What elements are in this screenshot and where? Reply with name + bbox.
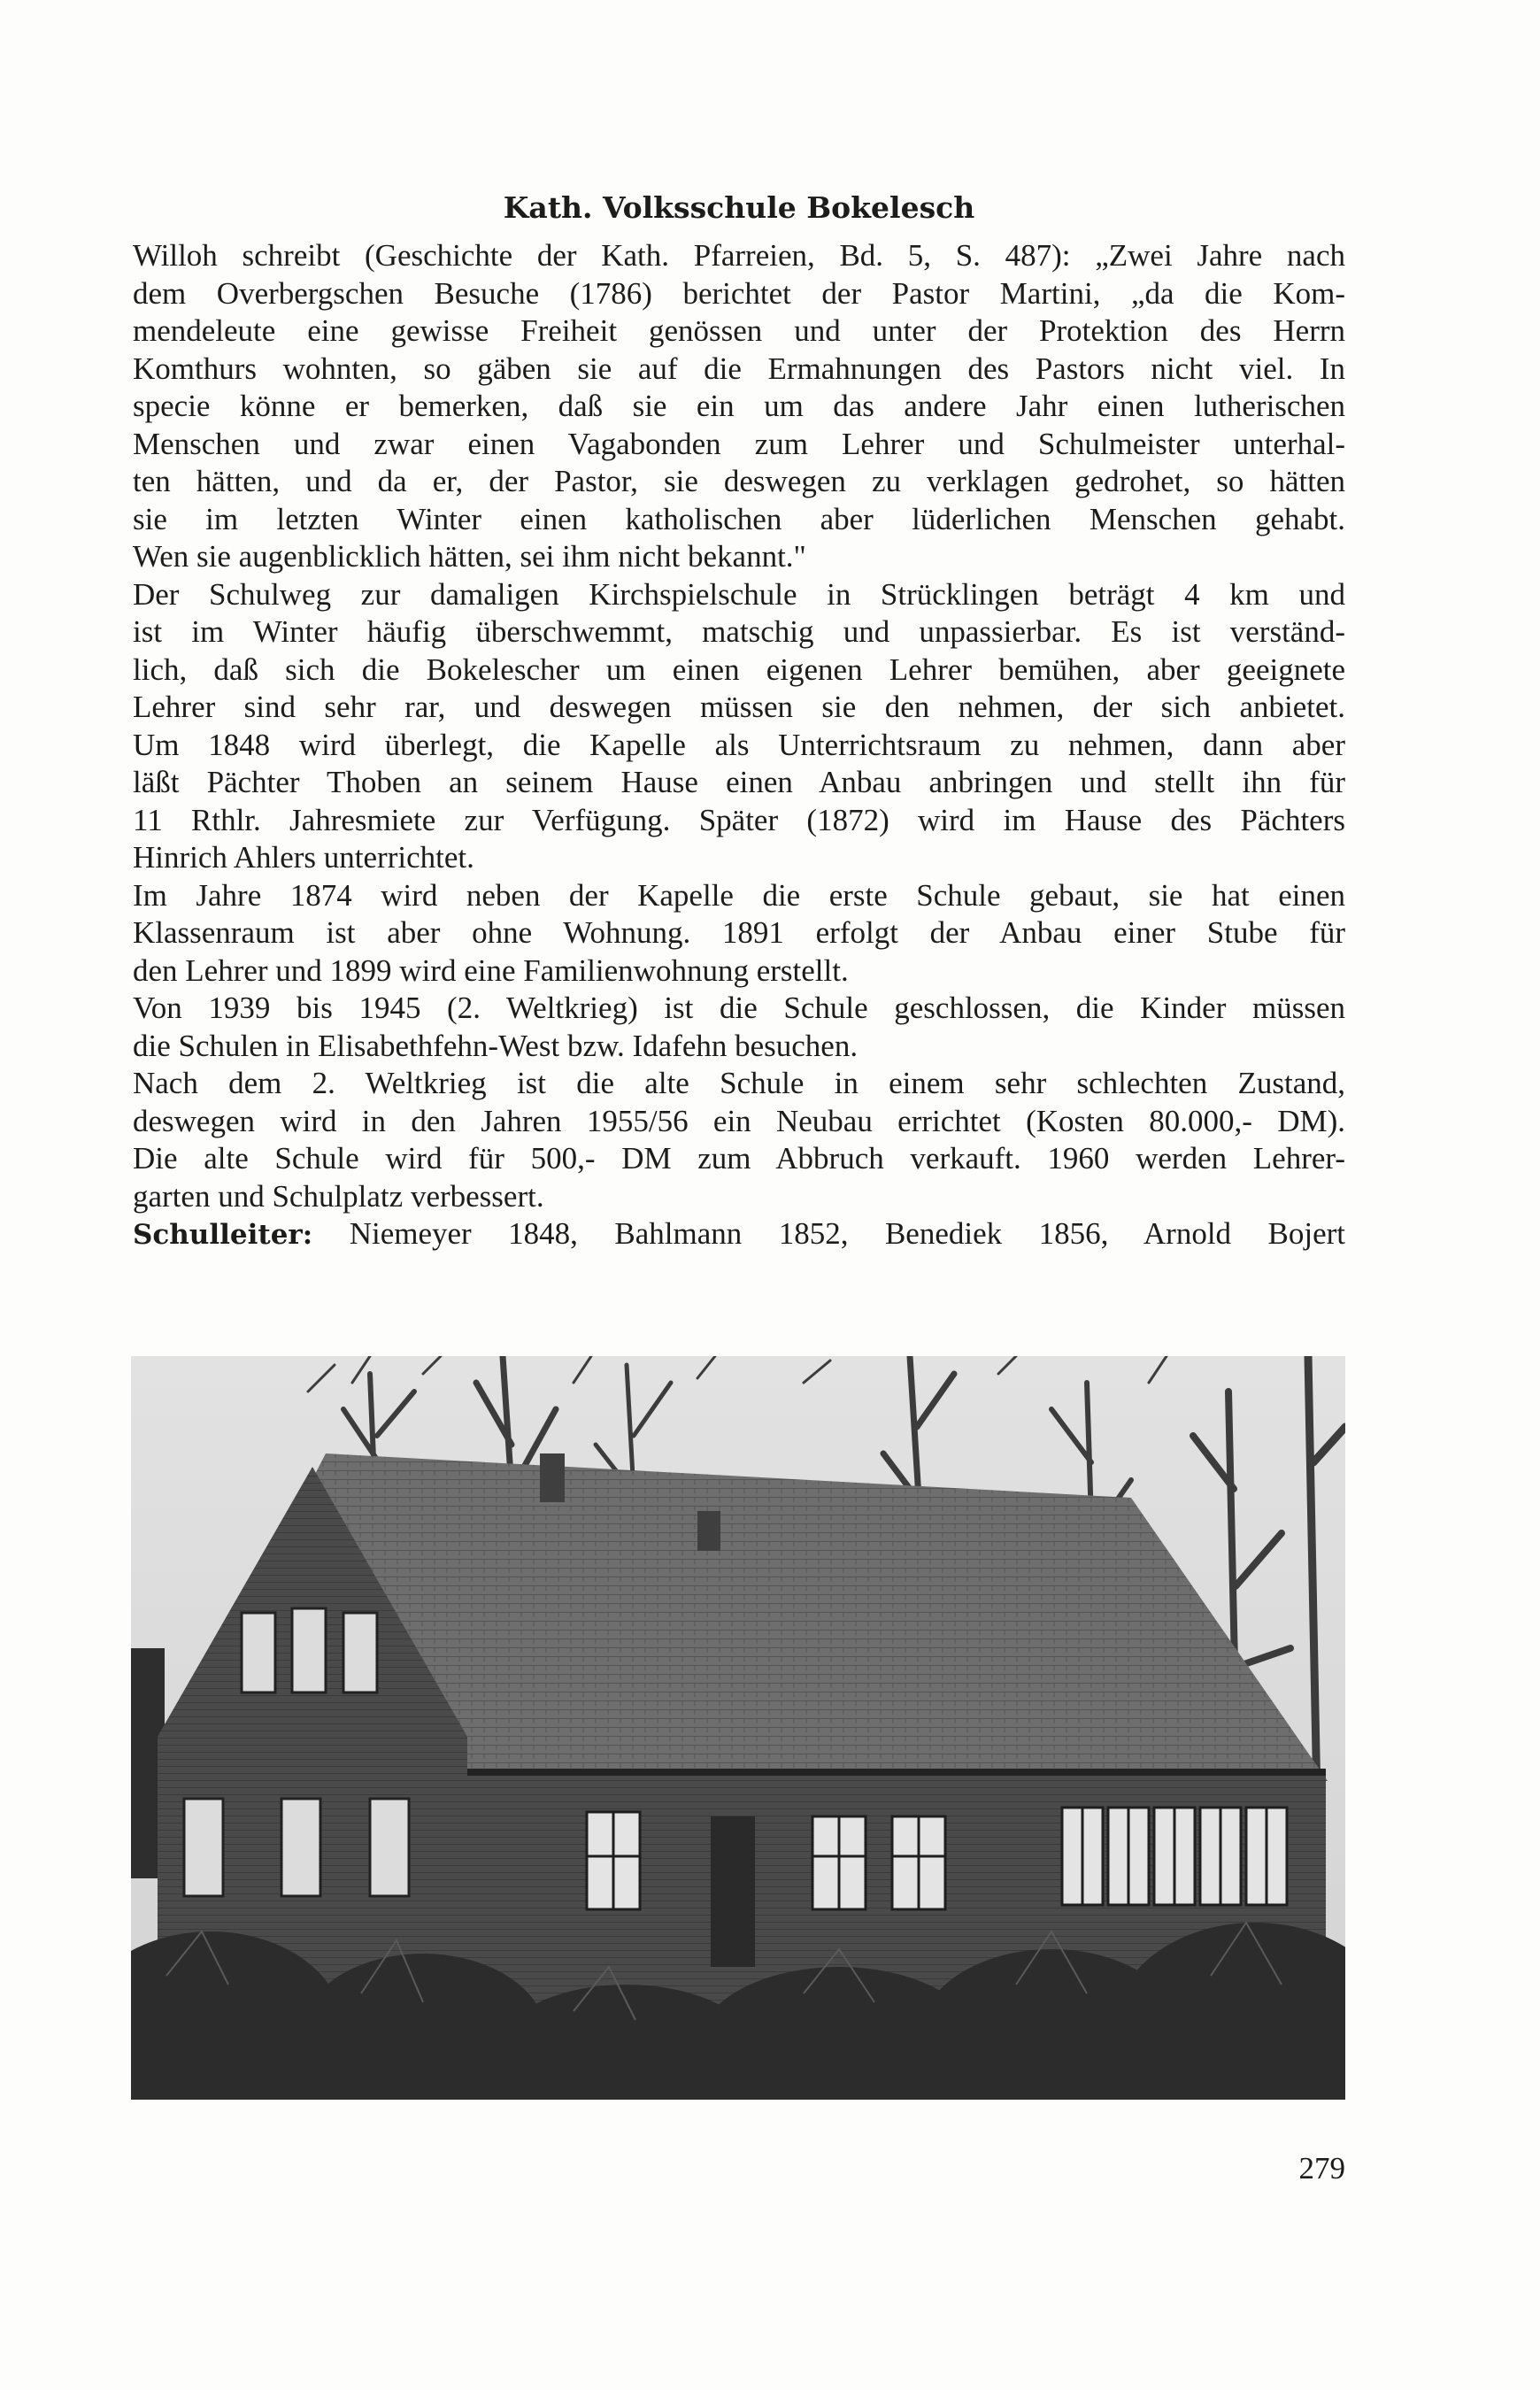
text-line: Die alte Schule wird für 500,- DM zum Abbruch verkauft. 1960 werden Lehrer-	[133, 1141, 1345, 1176]
body-text	[133, 237, 1345, 1254]
text-line: Wen sie augenblicklich hätten, sei ihm nicht bekannt."	[133, 539, 806, 574]
eave	[467, 1769, 1326, 1776]
text-line: Menschen und zwar einen Vagabonden zum Lehrer und Schulmeister unterhal-	[133, 426, 1345, 461]
page-number: 279	[1298, 2151, 1345, 2186]
paragraph-nachkrieg	[133, 1065, 1345, 1215]
chimney	[697, 1511, 720, 1551]
text-line: den Lehrer und 1899 wird eine Familienwohnung erstellt.	[133, 952, 849, 988]
paragraph-1939	[133, 990, 1345, 1065]
text-line: Der Schulweg zur damaligen Kirchspielschule in Strücklingen beträgt 4 km und	[133, 576, 1345, 612]
text-line: specie könne er bemerken, daß sie ein um das andere Jahr einen lutherischen	[133, 389, 1345, 423]
school-building-photo	[131, 1356, 1345, 2100]
paragraph-schulweg	[133, 576, 1345, 727]
text-line: ten hätten, und da er, der Pastor, sie deswegen zu verklagen gedrohet, so hätten	[133, 464, 1345, 498]
text-line: deswegen wird in den Jahren 1955/56 ein Neubau errichtet (Kosten 80.000,- DM).	[133, 1103, 1345, 1138]
paragraph-1874	[133, 877, 1345, 991]
paragraph-1848	[133, 727, 1345, 877]
text-line: Lehrer sind sehr rar, und deswegen müssen sie den nehmen, der sich anbietet.	[133, 690, 1345, 724]
paragraph-willoh-quote	[133, 237, 1345, 576]
text-line: Von 1939 bis 1945 (2. Weltkrieg) ist die Schule geschlossen, die Kinder müssen	[133, 991, 1345, 1025]
text-line: mendeleute eine gewisse Freiheit genössen und unter der Protektion des Herrn	[133, 313, 1345, 348]
text-line: 11 Rthlr. Jahresmiete zur Verfügung. Später (1872) wird im Hause des Pächters	[133, 802, 1345, 837]
text-line: dem Overbergschen Besuche (1786) berichtet der Pastor Martini, „da die Kom-	[133, 275, 1345, 311]
schulleiter-label: Schulleiter:	[133, 1219, 313, 1251]
text-line: läßt Pächter Thoben an seinem Hause einen Anbau anbringen und stellt ihn für	[133, 765, 1345, 799]
chimney	[540, 1453, 565, 1502]
page-title: Kath. Volksschule Bokelesch	[503, 190, 975, 225]
text-line: Im Jahre 1874 wird neben der Kapelle die erste Schule gebaut, sie hat einen	[133, 877, 1345, 913]
schulleiter-line	[133, 1215, 1345, 1254]
text-line: ist im Winter häufig überschwemmt, matschig und unpassierbar. Es ist verständ-	[133, 614, 1345, 649]
text-line: lich, daß sich die Bokelescher um einen eigenen Lehrer bemühen, aber geeignete	[133, 651, 1345, 687]
text-line: Komthurs wohnten, so gäben sie auf die Ermahnungen des Pastors nicht viel. In	[133, 351, 1345, 386]
schulleiter-names: Niemeyer 1848, Bahlmann 1852, Benediek 1856, Arnold Bojert	[349, 1216, 1346, 1251]
text-line: Um 1848 wird überlegt, die Kapelle als Unterrichtsraum zu nehmen, dann aber	[133, 727, 1345, 762]
door	[711, 1816, 755, 1967]
text-line: Hinrich Ahlers unterrichtet.	[133, 840, 474, 875]
text-line: sie im letzten Winter einen katholischen aber lüderlichen Menschen gehabt.	[133, 501, 1345, 536]
text-line: Klassenraum ist aber ohne Wohnung. 1891 erfolgt der Anbau einer Stube für	[133, 915, 1345, 950]
text-line: Nach dem 2. Weltkrieg ist die alte Schule in einem sehr schlechten Zustand,	[133, 1066, 1345, 1100]
text-line: die Schulen in Elisabethfehn-West bzw. Idafehn besuchen.	[133, 1028, 859, 1063]
text-line: Willoh schreibt (Geschichte der Kath. Pfarreien, Bd. 5, S. 487): „Zwei Jahre nach	[133, 238, 1345, 273]
text-line: garten und Schulplatz verbessert.	[133, 1178, 544, 1214]
